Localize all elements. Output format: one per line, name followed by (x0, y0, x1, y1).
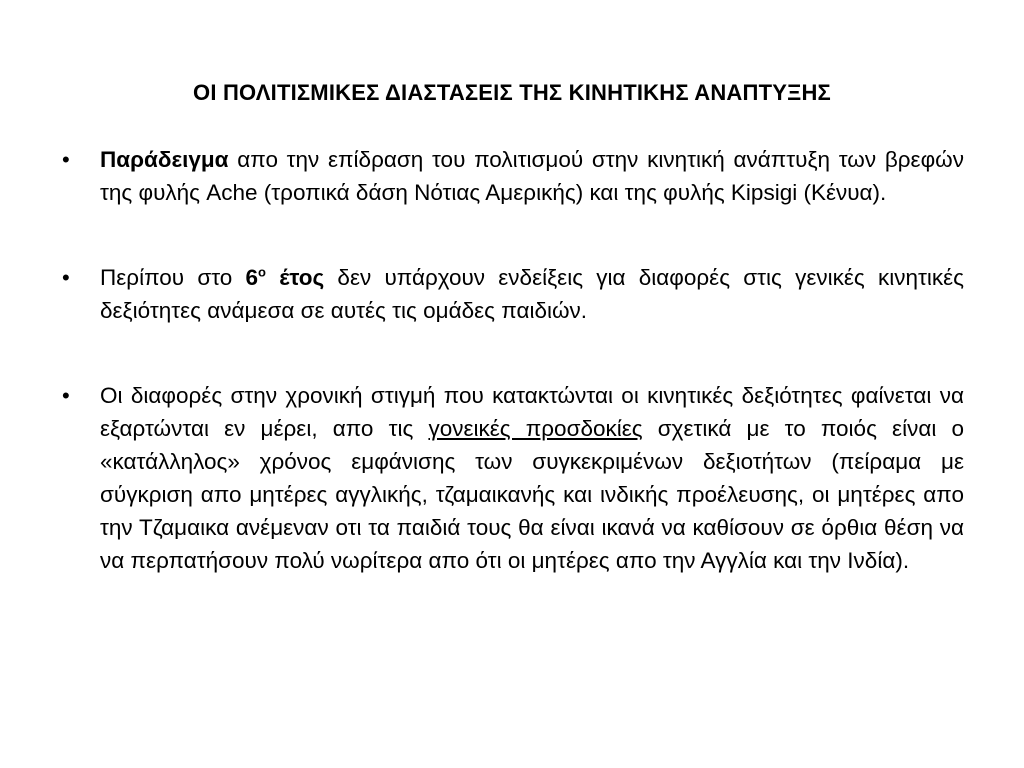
bullet-item-differences (62, 379, 964, 577)
bullet-bold-number (246, 265, 325, 290)
bullet-underlined-phrase: γονεικές προσδοκίες (428, 416, 643, 441)
year-word: έτος (265, 265, 325, 290)
bullet-icon: • (62, 265, 70, 290)
bullet-text-before: Περίπου στο (100, 265, 246, 290)
bullet-text: απο την επίδραση του πολιτισμού στην κινητική ανάπτυξη των βρεφών της φυλής Ache (τροπικά δάση Νότιας Αμερικής) και της φυλής Kipsigi (Κένυα). (100, 147, 964, 205)
bullet-item-sixth-year (62, 261, 964, 327)
bullet-list (62, 143, 964, 577)
bullet-text-before: Οι διαφορές στην χρονική στιγμή που κατακτώνται οι κινητικές δεξιότητες φαίνεται να εξαρτώνται εν μέρει, απο τις (100, 383, 964, 441)
year-number: 6 (245, 265, 259, 290)
bullet-item-example (62, 143, 964, 209)
bullet-text-after: σχετικά με το ποιός είναι ο «κατάλληλος» χρόνος εμφάνισης των συγκεκριμένων δεξιοτήτων (πείραμα με σύγκριση απο μητέρες αγγλικής, τζαμαικανής και ινδικής προέλευσης, οι μητέρες απο την Τζαμαικα ανέμεναν οτι τα παιδιά τους θα είναι ικανά να καθίσουν σε όρθια θέση να να περπατήσουν πολύ νωρίτερα απο ότι οι μητέρες απο την Αγγλία και την Ινδία). (100, 416, 964, 573)
bullet-icon: • (62, 383, 70, 408)
bullet-icon: • (62, 147, 70, 172)
ordinal-superscript: ο (258, 264, 266, 280)
bullet-lead-bold: Παράδειγμα (100, 147, 229, 172)
slide-title: ΟΙ ΠΟΛΙΤΙΣΜΙΚΕΣ ΔΙΑΣΤΑΣΕΙΣ ΤΗΣ ΚΙΝΗΤΙΚΗΣ ΑΝΑΠΤΥΞΗΣ (193, 80, 831, 105)
bullet-text-after: δεν υπάρχουν ενδείξεις για διαφορές στις γενικές κινητικές δεξιότητες ανάμεσα σε αυτές τις ομάδες παιδιών. (100, 265, 965, 323)
